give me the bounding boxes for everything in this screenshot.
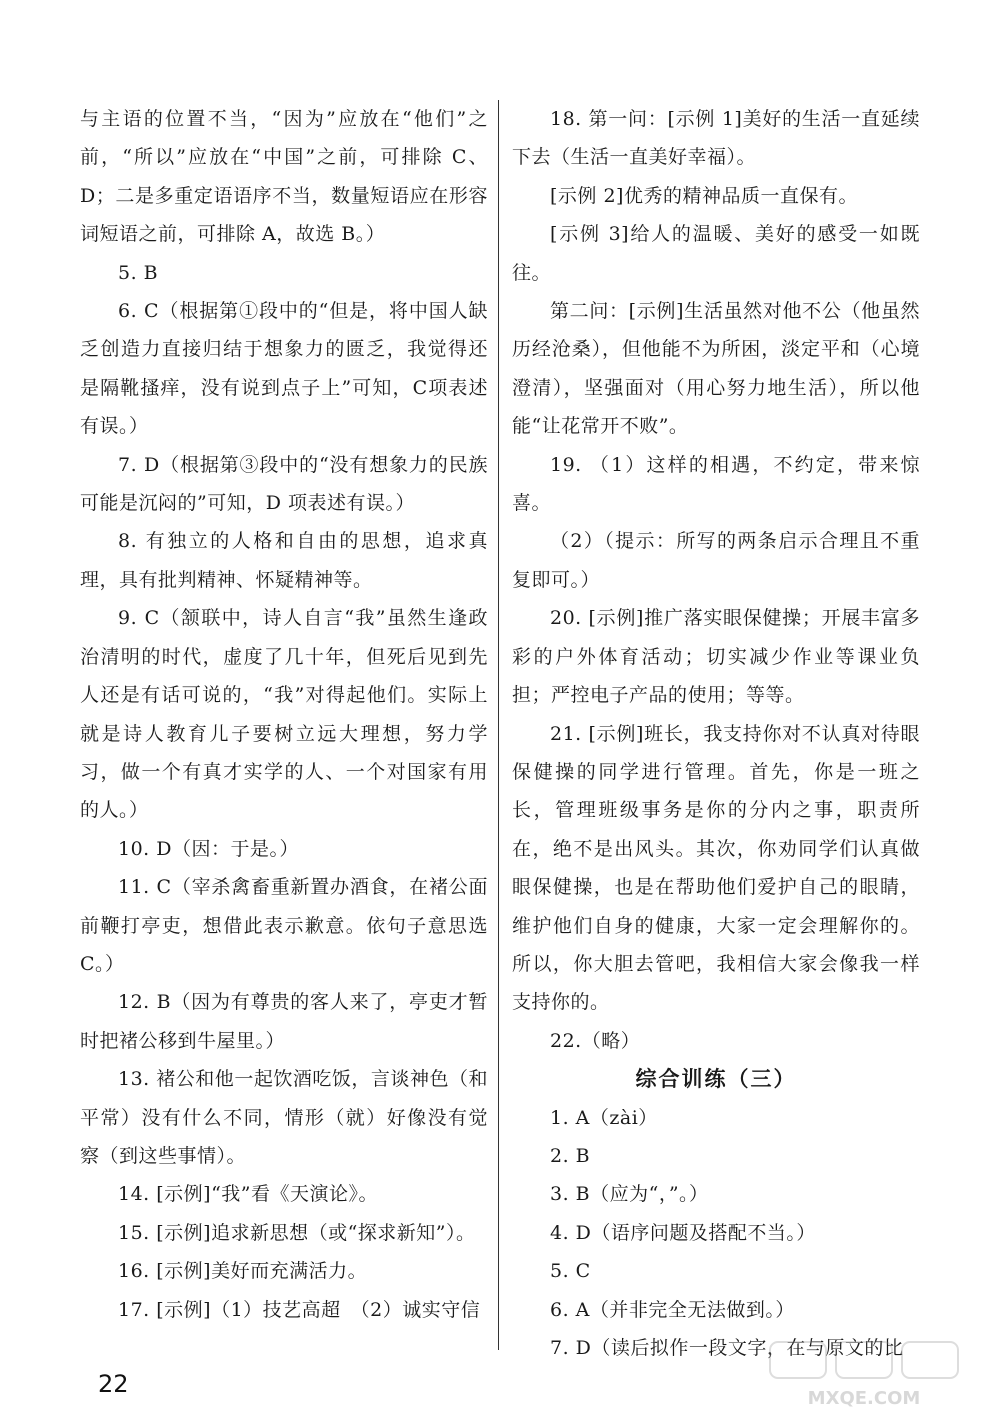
answer-paragraph: 20. [示例]推广落实眼保健操；开展丰富多彩的户外体育活动；切实减少作业等课业负担；严控电子产品的使用；等等。	[512, 607, 920, 707]
answer-paragraph: 21. [示例]班长，我支持你对不认真对待眼保健操的同学进行管理。首先，你是一班之长，管理班级事务是你的分内之事，职责所在，绝不是出风头。其次，你劝同学们认真做眼保健操，也是在帮助他们爱护自己的眼睛，维护他们自身的健康，大家一定会理解你的。所以，你大胆去管吧，我相信大家会像我一样支持你的。	[512, 722, 920, 1014]
watermark-logo	[764, 1338, 964, 1412]
answer-paragraph: 6. A（并非完全无法做到。）	[550, 1298, 795, 1321]
right-column-top	[512, 100, 920, 1060]
answer-paragraph: 9. C（颔联中，诗人自言“我”虽然生逢政治清明的时代，虚度了几十年，但死后见到先人还是有话可说的，“我”对得起他们。实际上就是诗人教育儿子要树立远大理想，努力学习，做一个有真才实学的人、一个对国家有用的人。）	[80, 607, 488, 822]
answer-paragraph: 3. B（应为“，”。）	[550, 1183, 709, 1206]
answer-paragraph: 2. B	[550, 1144, 591, 1167]
section-heading: 综合训练（三）	[635, 1067, 797, 1092]
answer-paragraph: [示例 3]给人的温暖、美好的感受一如既往。	[512, 223, 920, 284]
answer-paragraph: 5. B	[118, 261, 159, 284]
page-number: 22	[98, 1370, 129, 1398]
answer-paragraph: 22.（略）	[550, 1029, 641, 1052]
column-divider	[498, 100, 499, 1350]
answer-paragraph: 12. B（因为有尊贵的客人来了，亭吏才暂时把褚公移到牛屋里。）	[80, 991, 488, 1052]
answer-paragraph: 10. D（因：于是。）	[118, 837, 299, 860]
answer-paragraph: （2）（提示：所写的两条启示合理且不重复即可。）	[512, 530, 920, 591]
answer-paragraph: [示例 2]优秀的精神品质一直保有。	[550, 184, 858, 207]
answer-paragraph: 6. C（根据第①段中的“但是，将中国人缺乏创造力直接归结于想象力的匮乏，我觉得还是隔靴搔痒，没有说到点子上”可知，C项表述有误。）	[80, 300, 488, 438]
answer-paragraph: 17. [示例]（1）技艺高超 （2）诚实守信	[118, 1298, 481, 1321]
answer-paragraph: 7. D（根据第③段中的“没有想象力的民族可能是沉闷的”可知，D 项表述有误。）	[80, 453, 488, 515]
answer-paragraph: 1. A（zài）	[550, 1106, 658, 1129]
answer-paragraph: 18. 第一问：[示例 1]美好的生活一直延续下去（生活一直美好幸福）。	[512, 108, 920, 169]
left-column	[80, 100, 488, 1329]
answer-paragraph: 19. （1）这样的相遇，不约定，带来惊喜。	[512, 453, 920, 515]
answer-paragraph: 14. [示例]“我”看《天演论》。	[118, 1183, 379, 1206]
answer-paragraph: 11. C（宰杀禽畜重新置办酒食，在褚公面前鞭打亭吏，想借此表示歉意。依句子意思选 C。）	[80, 876, 488, 975]
answer-paragraph: 13. 褚公和他一起饮酒吃饭，言谈神色（和平常）没有什么不同，情形（就）好像没有觉察（到这些事情）。	[80, 1068, 488, 1167]
answer-paragraph: 第二问：[示例]生活虽然对他不公（他虽然历经沧桑），但他能不为所困，淡定平和（心境澄清），坚强面对（用心努力地生活），所以他能“让花常开不败”。	[512, 300, 920, 438]
answer-paragraph: 15. [示例]追求新思想（或“探求新知”）。	[118, 1221, 476, 1244]
right-column-bottom	[512, 1099, 920, 1368]
answer-paragraph: 4. D（语序问题及搭配不当。）	[550, 1221, 816, 1244]
answer-paragraph: 与主语的位置不当，“因为”应放在“他们”之前，“所以”应放在“中国”之前，可排除 C、D；二是多重定语语序不当，数量短语应在形容词短语之前，可排除 A，故选 B。）	[80, 108, 488, 246]
watermark-text: MXQE.COM	[807, 1388, 921, 1409]
answer-paragraph: 5. C	[550, 1260, 591, 1283]
answer-paragraph: 7. D（读后拟作一段文字，在与原文的比	[550, 1337, 904, 1359]
answer-paragraph: 16. [示例]美好而充满活力。	[118, 1260, 368, 1283]
right-column	[512, 100, 920, 1367]
answer-paragraph: 8. 有独立的人格和自由的思想，追求真理，具有批判精神、怀疑精神等。	[80, 530, 488, 591]
